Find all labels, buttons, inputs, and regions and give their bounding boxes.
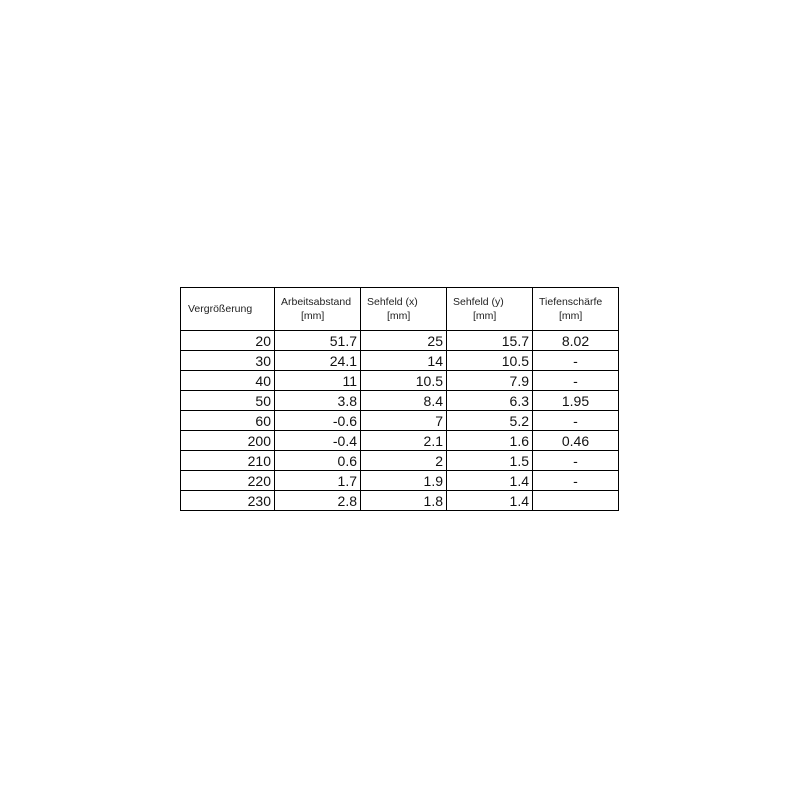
cell-depth-of-field: 1.95 bbox=[533, 391, 619, 411]
table-row bbox=[181, 331, 619, 351]
header-working-distance bbox=[275, 288, 361, 331]
cell-depth-of-field bbox=[533, 491, 619, 511]
cell-working-distance: 51.7 bbox=[275, 331, 361, 351]
header-unit: [mm] bbox=[387, 310, 411, 322]
header-label: Sehfeld (x) bbox=[367, 296, 418, 308]
cell-depth-of-field: 8.02 bbox=[533, 331, 619, 351]
cell-working-distance: 24.1 bbox=[275, 351, 361, 371]
cell-working-distance: 0.6 bbox=[275, 451, 361, 471]
header-label: Sehfeld (y) bbox=[453, 296, 504, 308]
cell-depth-of-field: - bbox=[533, 371, 619, 391]
cell-field-y: 1.4 bbox=[447, 471, 533, 491]
cell-field-y: 1.5 bbox=[447, 451, 533, 471]
cell-depth-of-field: - bbox=[533, 351, 619, 371]
header-unit: [mm] bbox=[559, 310, 583, 322]
header-magnification bbox=[181, 288, 275, 331]
cell-field-x: 1.9 bbox=[361, 471, 447, 491]
cell-field-y: 1.6 bbox=[447, 431, 533, 451]
cell-magnification: 210 bbox=[181, 451, 275, 471]
magnification-spec-table bbox=[180, 287, 619, 511]
cell-field-x: 8.4 bbox=[361, 391, 447, 411]
cell-field-y: 1.4 bbox=[447, 491, 533, 511]
cell-magnification: 20 bbox=[181, 331, 275, 351]
cell-field-x: 7 bbox=[361, 411, 447, 431]
table-row bbox=[181, 431, 619, 451]
cell-depth-of-field: - bbox=[533, 471, 619, 491]
table-row bbox=[181, 471, 619, 491]
cell-working-distance: 2.8 bbox=[275, 491, 361, 511]
cell-magnification: 60 bbox=[181, 411, 275, 431]
cell-working-distance: -0.4 bbox=[275, 431, 361, 451]
cell-depth-of-field: - bbox=[533, 451, 619, 471]
table-row bbox=[181, 391, 619, 411]
table-row bbox=[181, 491, 619, 511]
cell-field-y: 6.3 bbox=[447, 391, 533, 411]
header-label: Vergrößerung bbox=[188, 303, 253, 315]
table-row bbox=[181, 351, 619, 371]
header-field-of-view-y bbox=[447, 288, 533, 331]
cell-field-x: 2 bbox=[361, 451, 447, 471]
header-row bbox=[181, 288, 619, 331]
cell-field-x: 14 bbox=[361, 351, 447, 371]
cell-depth-of-field: - bbox=[533, 411, 619, 431]
header-unit: [mm] bbox=[473, 310, 497, 322]
table-row bbox=[181, 451, 619, 471]
cell-magnification: 200 bbox=[181, 431, 275, 451]
table-row bbox=[181, 411, 619, 431]
header-label: Arbeitsabstand bbox=[281, 296, 352, 308]
cell-field-y: 7.9 bbox=[447, 371, 533, 391]
cell-depth-of-field: 0.46 bbox=[533, 431, 619, 451]
header-field-of-view-x bbox=[361, 288, 447, 331]
cell-field-y: 15.7 bbox=[447, 331, 533, 351]
cell-working-distance: 3.8 bbox=[275, 391, 361, 411]
cell-working-distance: -0.6 bbox=[275, 411, 361, 431]
cell-field-x: 25 bbox=[361, 331, 447, 351]
cell-magnification: 50 bbox=[181, 391, 275, 411]
cell-working-distance: 1.7 bbox=[275, 471, 361, 491]
cell-field-y: 10.5 bbox=[447, 351, 533, 371]
cell-field-x: 10.5 bbox=[361, 371, 447, 391]
cell-magnification: 230 bbox=[181, 491, 275, 511]
cell-magnification: 220 bbox=[181, 471, 275, 491]
cell-working-distance: 11 bbox=[275, 371, 361, 391]
cell-field-y: 5.2 bbox=[447, 411, 533, 431]
header-depth-of-field bbox=[533, 288, 619, 331]
cell-magnification: 30 bbox=[181, 351, 275, 371]
cell-field-x: 2.1 bbox=[361, 431, 447, 451]
header-label: Tiefenschärfe bbox=[539, 296, 603, 308]
cell-field-x: 1.8 bbox=[361, 491, 447, 511]
table-row bbox=[181, 371, 619, 391]
header-unit: [mm] bbox=[301, 310, 325, 322]
cell-magnification: 40 bbox=[181, 371, 275, 391]
